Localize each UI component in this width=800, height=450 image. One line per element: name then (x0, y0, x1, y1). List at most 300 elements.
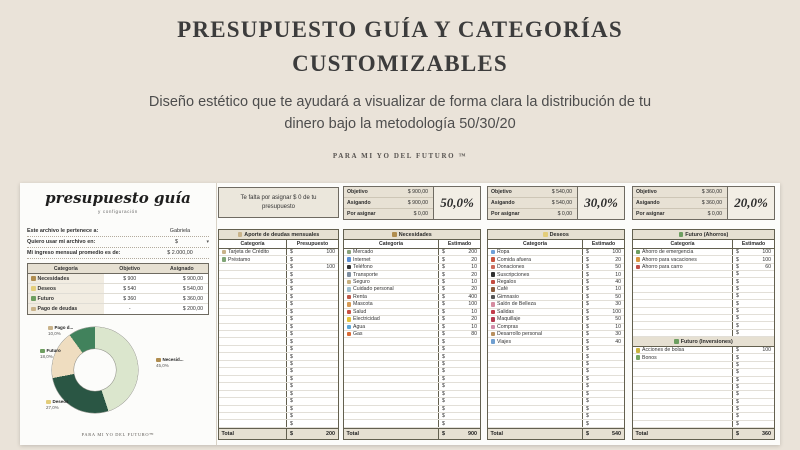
category-cell[interactable] (488, 376, 582, 382)
amount-cell[interactable]: $ (286, 406, 338, 412)
amount-cell[interactable]: $ (732, 278, 774, 284)
table-row[interactable] (633, 354, 774, 361)
table-row[interactable] (633, 286, 774, 293)
amount-cell[interactable]: $ 100 (286, 264, 338, 270)
category-cell[interactable] (488, 413, 582, 419)
config-value[interactable]: $ 2.000,00 (167, 250, 193, 256)
table-row[interactable] (633, 278, 774, 285)
amount-cell[interactable]: $ (438, 361, 480, 367)
amount-cell[interactable]: $ 10 (438, 324, 480, 330)
category-cell[interactable] (344, 413, 438, 419)
summary-row[interactable] (28, 294, 208, 304)
table-row[interactable] (633, 406, 774, 413)
table-row[interactable] (219, 301, 338, 308)
table-row[interactable] (344, 406, 480, 413)
amount-cell[interactable]: $ (438, 391, 480, 397)
table-row[interactable] (488, 309, 624, 316)
table-row[interactable] (219, 420, 338, 427)
table-row[interactable] (219, 256, 338, 263)
category-cell[interactable]: Internet (344, 256, 438, 262)
category-cell[interactable] (633, 406, 732, 412)
amount-cell[interactable]: $ (582, 398, 624, 404)
category-cell[interactable]: Mercado (344, 249, 438, 255)
amount-cell[interactable]: $ 10 (582, 271, 624, 277)
summary-asignado-cell[interactable]: $ 900,00 (182, 275, 203, 282)
table-row[interactable] (219, 398, 338, 405)
table-row[interactable] (344, 368, 480, 375)
table-row[interactable] (633, 384, 774, 391)
amount-cell[interactable]: $ 20 (438, 286, 480, 292)
table-row[interactable] (219, 353, 338, 360)
table-row[interactable] (344, 294, 480, 301)
category-cell[interactable] (633, 293, 732, 299)
amount-cell[interactable]: $ (438, 346, 480, 352)
amount-cell[interactable]: $ 60 (732, 264, 774, 270)
table-row[interactable] (219, 331, 338, 338)
category-cell[interactable] (219, 316, 286, 322)
table-row[interactable] (219, 361, 338, 368)
table-row[interactable] (344, 353, 480, 360)
amount-cell[interactable]: $ 100 (582, 309, 624, 315)
category-cell[interactable] (219, 286, 286, 292)
table-row[interactable] (219, 391, 338, 398)
table-row[interactable] (633, 377, 774, 384)
table-row[interactable] (344, 383, 480, 390)
table-row[interactable] (488, 406, 624, 413)
category-cell[interactable] (488, 383, 582, 389)
category-cell[interactable]: Desarrollo personal (488, 331, 582, 337)
table-row[interactable] (344, 331, 480, 338)
amount-cell[interactable]: $ (732, 413, 774, 419)
summary-category-cell[interactable]: Deseos (28, 284, 104, 293)
category-cell[interactable]: Ahorro para carro (633, 264, 732, 270)
category-cell[interactable] (219, 353, 286, 359)
table-row[interactable] (488, 279, 624, 286)
category-cell[interactable] (219, 383, 286, 389)
amount-cell[interactable]: $ (438, 368, 480, 374)
amount-cell[interactable]: $ (732, 315, 774, 321)
kpi-value[interactable]: $ 360,00 (701, 189, 722, 195)
amount-cell[interactable]: $ (732, 362, 774, 368)
category-cell[interactable] (633, 278, 732, 284)
category-cell[interactable]: Gas (344, 331, 438, 337)
amount-cell[interactable]: $ (582, 391, 624, 397)
table-row[interactable] (633, 391, 774, 398)
summary-asignado-cell[interactable]: $ 360,00 (182, 295, 203, 302)
amount-cell[interactable]: $ 20 (582, 256, 624, 262)
category-cell[interactable] (488, 406, 582, 412)
table-row[interactable] (633, 330, 774, 337)
amount-cell[interactable]: $ 50 (582, 316, 624, 322)
amount-cell[interactable]: $ (582, 383, 624, 389)
amount-cell[interactable]: $ (732, 330, 774, 336)
amount-cell[interactable]: $ (286, 413, 338, 419)
category-cell[interactable] (633, 322, 732, 328)
table-row[interactable] (633, 271, 774, 278)
amount-cell[interactable]: $ 50 (582, 294, 624, 300)
amount-cell[interactable]: $ (286, 376, 338, 382)
amount-cell[interactable]: $ (286, 346, 338, 352)
category-cell[interactable]: Viajes (488, 338, 582, 344)
table-row[interactable] (219, 249, 338, 256)
amount-cell[interactable]: $ (732, 399, 774, 405)
category-cell[interactable] (219, 391, 286, 397)
config-value[interactable]: Gabriela (169, 228, 191, 234)
category-cell[interactable]: Comida afuera (488, 256, 582, 262)
table-row[interactable] (488, 294, 624, 301)
category-cell[interactable] (633, 377, 732, 383)
amount-cell[interactable]: $ (438, 353, 480, 359)
amount-cell[interactable]: $ (732, 391, 774, 397)
amount-cell[interactable]: $ (438, 398, 480, 404)
category-cell[interactable]: Mascota (344, 301, 438, 307)
category-cell[interactable] (633, 421, 732, 427)
amount-cell[interactable]: $ 10 (438, 264, 480, 270)
category-cell[interactable] (344, 391, 438, 397)
table-row[interactable] (633, 322, 774, 329)
category-cell[interactable] (219, 301, 286, 307)
amount-cell[interactable]: $ 10 (582, 324, 624, 330)
category-cell[interactable] (488, 368, 582, 374)
category-cell[interactable] (633, 308, 732, 314)
category-cell[interactable]: Ahorro para vacaciones (633, 256, 732, 262)
amount-cell[interactable]: $ (732, 369, 774, 375)
dropdown-caret-icon[interactable]: ▾ (206, 239, 209, 245)
category-cell[interactable] (488, 361, 582, 367)
table-row[interactable] (219, 383, 338, 390)
category-cell[interactable]: Bonos (633, 354, 732, 360)
category-cell[interactable]: Agua (344, 324, 438, 330)
category-cell[interactable] (219, 376, 286, 382)
summary-category-cell[interactable]: Pago de deudas (28, 304, 104, 314)
summary-category-cell[interactable]: Futuro (28, 294, 104, 303)
table-row[interactable] (488, 361, 624, 368)
category-cell[interactable] (219, 361, 286, 367)
table-row[interactable] (219, 279, 338, 286)
table-row[interactable] (488, 338, 624, 345)
table-row[interactable] (344, 376, 480, 383)
amount-cell[interactable]: $ 20 (438, 271, 480, 277)
table-row[interactable] (344, 346, 480, 353)
category-cell[interactable] (488, 346, 582, 352)
amount-cell[interactable]: $ (286, 316, 338, 322)
table-row[interactable] (344, 413, 480, 420)
category-cell[interactable] (633, 271, 732, 277)
amount-cell[interactable]: $ (732, 300, 774, 306)
category-cell[interactable] (488, 398, 582, 404)
category-cell[interactable] (219, 279, 286, 285)
table-row[interactable] (633, 315, 774, 322)
amount-cell[interactable]: $ (438, 406, 480, 412)
amount-cell[interactable]: $ (732, 322, 774, 328)
category-cell[interactable] (219, 294, 286, 300)
category-cell[interactable] (344, 398, 438, 404)
category-cell[interactable]: Compras (488, 324, 582, 330)
category-cell[interactable] (488, 391, 582, 397)
category-cell[interactable]: Salón de Belleza (488, 301, 582, 307)
category-cell[interactable] (633, 362, 732, 368)
amount-cell[interactable]: $ 40 (582, 338, 624, 344)
amount-cell[interactable]: $ (582, 368, 624, 374)
table-row[interactable] (219, 316, 338, 323)
category-cell[interactable] (219, 271, 286, 277)
category-cell[interactable]: Seguro (344, 279, 438, 285)
category-cell[interactable] (219, 406, 286, 412)
summary-objetivo-cell[interactable]: $ 360 (123, 295, 137, 302)
kpi-value[interactable]: $ 0,00 (413, 211, 428, 217)
kpi-value[interactable]: $ 0,00 (707, 211, 722, 217)
amount-cell[interactable]: $ (286, 294, 338, 300)
table-row[interactable] (633, 308, 774, 315)
category-cell[interactable] (633, 315, 732, 321)
amount-cell[interactable]: $ 100 (438, 301, 480, 307)
table-row[interactable] (488, 324, 624, 331)
amount-cell[interactable]: $ (582, 361, 624, 367)
table-row[interactable] (488, 264, 624, 271)
table-row[interactable] (633, 399, 774, 406)
amount-cell[interactable]: $ (286, 309, 338, 315)
category-cell[interactable]: Ahorro de emergencia (633, 249, 732, 255)
category-cell[interactable]: Ropa (488, 249, 582, 255)
table-row[interactable] (633, 249, 774, 256)
table-row[interactable] (219, 346, 338, 353)
category-cell[interactable] (219, 331, 286, 337)
table-row[interactable] (344, 279, 480, 286)
amount-cell[interactable]: $ (286, 279, 338, 285)
amount-cell[interactable]: $ (582, 353, 624, 359)
category-cell[interactable] (633, 286, 732, 292)
table-row[interactable] (219, 324, 338, 331)
table-row[interactable] (344, 309, 480, 316)
summary-objetivo-cell[interactable]: $ 900 (123, 275, 137, 282)
category-cell[interactable]: Suscripciones (488, 271, 582, 277)
amount-cell[interactable]: $ (732, 377, 774, 383)
table-row[interactable] (488, 316, 624, 323)
amount-cell[interactable]: $ (582, 413, 624, 419)
category-cell[interactable] (344, 346, 438, 352)
category-cell[interactable] (488, 353, 582, 359)
amount-cell[interactable]: $ (438, 420, 480, 426)
amount-cell[interactable]: $ (286, 324, 338, 330)
category-cell[interactable] (344, 406, 438, 412)
table-row[interactable] (344, 256, 480, 263)
table-row[interactable] (344, 391, 480, 398)
amount-cell[interactable]: $ (286, 383, 338, 389)
summary-asignado-cell[interactable]: $ 540,00 (182, 285, 203, 292)
amount-cell[interactable]: $ (732, 286, 774, 292)
table-row[interactable] (488, 413, 624, 420)
amount-cell[interactable]: $ (438, 338, 480, 344)
kpi-value[interactable]: $ 540,00 (551, 200, 572, 206)
category-cell[interactable] (344, 361, 438, 367)
amount-cell[interactable]: $ (582, 420, 624, 426)
summary-row[interactable] (28, 304, 208, 314)
table-row[interactable] (344, 271, 480, 278)
kpi-value[interactable]: $ 540,00 (551, 189, 572, 195)
kpi-value[interactable]: $ 900,00 (407, 189, 428, 195)
category-cell[interactable]: Salud (344, 309, 438, 315)
amount-cell[interactable]: $ 100 (286, 249, 338, 255)
amount-cell[interactable]: $ 80 (438, 331, 480, 337)
table-row[interactable] (219, 294, 338, 301)
category-cell[interactable] (344, 420, 438, 426)
amount-cell[interactable]: $ 100 (582, 249, 624, 255)
category-cell[interactable] (344, 368, 438, 374)
category-cell[interactable] (633, 300, 732, 306)
amount-cell[interactable]: $ 200 (438, 249, 480, 255)
summary-row[interactable] (28, 274, 208, 284)
table-row[interactable] (219, 406, 338, 413)
table-row[interactable] (219, 338, 338, 345)
kpi-value[interactable]: $ 0,00 (557, 211, 572, 217)
category-cell[interactable] (219, 324, 286, 330)
kpi-value[interactable]: $ 360,00 (701, 200, 722, 206)
table-row[interactable] (488, 271, 624, 278)
amount-cell[interactable]: $ (582, 376, 624, 382)
amount-cell[interactable]: $ (286, 331, 338, 337)
amount-cell[interactable]: $ (286, 271, 338, 277)
category-cell[interactable] (219, 309, 286, 315)
category-cell[interactable] (344, 383, 438, 389)
category-cell[interactable] (219, 368, 286, 374)
table-row[interactable] (488, 376, 624, 383)
category-cell[interactable]: Gimnasio (488, 294, 582, 300)
summary-objetivo-cell[interactable]: - (128, 306, 131, 312)
amount-cell[interactable]: $ 10 (438, 279, 480, 285)
table-row[interactable] (488, 249, 624, 256)
amount-cell[interactable]: $ (438, 383, 480, 389)
category-cell[interactable]: Préstamo (219, 256, 286, 262)
category-cell[interactable] (219, 413, 286, 419)
table-row[interactable] (488, 301, 624, 308)
table-row[interactable] (219, 368, 338, 375)
table-row[interactable] (488, 383, 624, 390)
amount-cell[interactable]: $ (438, 413, 480, 419)
category-cell[interactable] (344, 338, 438, 344)
table-row[interactable] (344, 264, 480, 271)
amount-cell[interactable]: $ (286, 256, 338, 262)
amount-cell[interactable]: $ (286, 368, 338, 374)
category-cell[interactable]: Salidas (488, 309, 582, 315)
amount-cell[interactable]: $ (732, 308, 774, 314)
amount-cell[interactable]: $ 100 (732, 347, 774, 353)
category-cell[interactable] (344, 353, 438, 359)
category-cell[interactable]: Teléfono (344, 264, 438, 270)
category-cell[interactable] (219, 338, 286, 344)
amount-cell[interactable]: $ (732, 293, 774, 299)
amount-cell[interactable]: $ (732, 384, 774, 390)
table-row[interactable] (488, 346, 624, 353)
amount-cell[interactable]: $ (732, 406, 774, 412)
amount-cell[interactable]: $ (286, 361, 338, 367)
table-row[interactable] (488, 368, 624, 375)
amount-cell[interactable]: $ 20 (438, 316, 480, 322)
category-cell[interactable]: Donaciones (488, 264, 582, 270)
category-cell[interactable] (219, 398, 286, 404)
amount-cell[interactable]: $ 400 (438, 294, 480, 300)
summary-asignado-cell[interactable]: $ 200,00 (182, 306, 203, 312)
table-row[interactable] (219, 286, 338, 293)
table-row[interactable] (488, 353, 624, 360)
category-cell[interactable]: Acciones de bolsa (633, 347, 732, 353)
category-cell[interactable]: Café (488, 286, 582, 292)
table-row[interactable] (344, 420, 480, 427)
table-row[interactable] (219, 376, 338, 383)
amount-cell[interactable]: $ 100 (732, 256, 774, 262)
category-cell[interactable] (344, 376, 438, 382)
category-cell[interactable] (219, 346, 286, 352)
table-row[interactable] (344, 361, 480, 368)
table-row[interactable] (488, 331, 624, 338)
category-cell[interactable]: Renta (344, 294, 438, 300)
category-cell[interactable] (633, 369, 732, 375)
table-row[interactable] (488, 256, 624, 263)
amount-cell[interactable]: $ (582, 346, 624, 352)
table-row[interactable] (344, 286, 480, 293)
amount-cell[interactable]: $ 50 (582, 264, 624, 270)
category-cell[interactable]: Tarjeta de Crédito (219, 249, 286, 255)
table-row[interactable] (488, 398, 624, 405)
table-row[interactable] (344, 301, 480, 308)
category-cell[interactable] (633, 413, 732, 419)
table-row[interactable] (633, 300, 774, 307)
amount-cell[interactable]: $ (286, 301, 338, 307)
table-row[interactable] (344, 338, 480, 345)
category-cell[interactable] (488, 420, 582, 426)
amount-cell[interactable]: $ (732, 354, 774, 360)
amount-cell[interactable]: $ (732, 421, 774, 427)
amount-cell[interactable]: $ (286, 286, 338, 292)
table-row[interactable] (344, 398, 480, 405)
table-row[interactable] (633, 421, 774, 428)
table-row[interactable] (219, 413, 338, 420)
table-row[interactable] (633, 362, 774, 369)
table-row[interactable] (633, 413, 774, 420)
summary-row[interactable] (28, 284, 208, 294)
table-row[interactable] (488, 286, 624, 293)
amount-cell[interactable]: $ 10 (582, 286, 624, 292)
amount-cell[interactable]: $ 40 (582, 279, 624, 285)
table-row[interactable] (633, 369, 774, 376)
category-cell[interactable] (219, 420, 286, 426)
amount-cell[interactable]: $ 30 (582, 331, 624, 337)
category-cell[interactable]: Electricidad (344, 316, 438, 322)
amount-cell[interactable]: $ 10 (438, 309, 480, 315)
amount-cell[interactable]: $ (286, 420, 338, 426)
table-row[interactable] (219, 309, 338, 316)
category-cell[interactable] (633, 391, 732, 397)
table-row[interactable] (219, 271, 338, 278)
table-row[interactable] (344, 324, 480, 331)
table-row[interactable] (219, 264, 338, 271)
table-row[interactable] (633, 264, 774, 271)
category-cell[interactable]: Regalos (488, 279, 582, 285)
amount-cell[interactable]: $ (438, 376, 480, 382)
amount-cell[interactable]: $ 30 (582, 301, 624, 307)
category-cell[interactable]: Transporte (344, 271, 438, 277)
amount-cell[interactable]: $ 100 (732, 249, 774, 255)
category-cell[interactable] (633, 399, 732, 405)
table-row[interactable] (488, 420, 624, 427)
summary-objetivo-cell[interactable]: $ 540 (123, 285, 137, 292)
table-row[interactable] (344, 316, 480, 323)
amount-cell[interactable]: $ (582, 406, 624, 412)
category-cell[interactable] (219, 264, 286, 270)
table-row[interactable] (633, 293, 774, 300)
category-cell[interactable]: Maquillaje (488, 316, 582, 322)
amount-cell[interactable]: $ (286, 391, 338, 397)
config-value[interactable]: $ (174, 239, 178, 245)
